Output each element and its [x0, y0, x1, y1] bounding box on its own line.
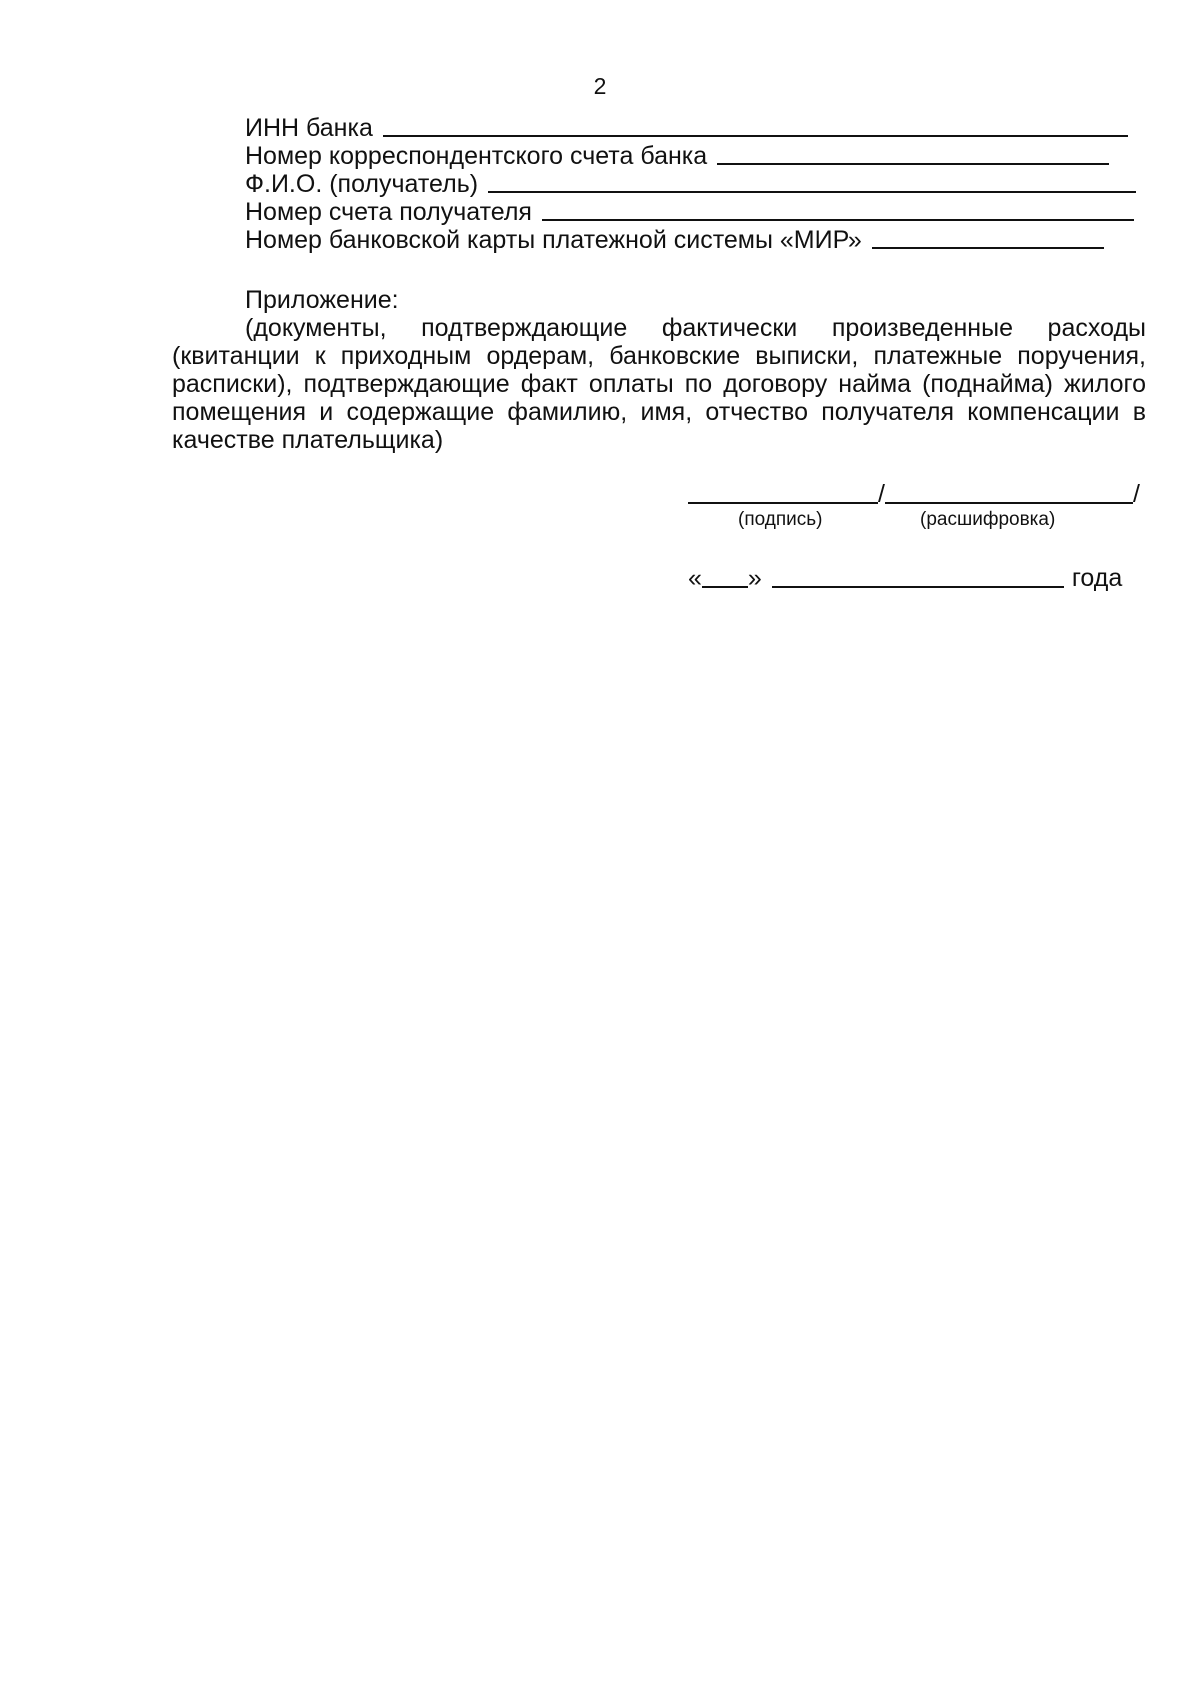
signature-captions: [688, 508, 1148, 532]
recipient-account-field[interactable]: [542, 219, 1134, 221]
bank-inn-field[interactable]: [383, 135, 1128, 137]
signature-end-separator: /: [1132, 480, 1140, 508]
appendix-title: Приложение:: [245, 286, 399, 314]
mir-card-row: [245, 226, 1145, 254]
recipient-name-field[interactable]: [488, 191, 1136, 193]
mir-card-label: Номер банковской карты платежной системы «МИР»: [245, 226, 862, 254]
date-year-word: года: [1071, 564, 1123, 592]
signature-transcript-field[interactable]: [885, 502, 1133, 504]
appendix-section: [172, 286, 1146, 454]
bank-inn-label: ИНН банка: [245, 114, 373, 142]
signature-field[interactable]: [688, 502, 878, 504]
bank-details-section: [245, 114, 1145, 254]
signature-block: [688, 480, 1148, 532]
bank-inn-row: [245, 114, 1145, 142]
recipient-account-row: [245, 198, 1145, 226]
recipient-account-label: Номер счета получателя: [245, 198, 532, 226]
correspondent-account-row: [245, 142, 1145, 170]
signature-lines: [688, 480, 1148, 508]
recipient-name-row: [245, 170, 1145, 198]
date-close-quote: »: [747, 564, 762, 592]
date-row: [688, 563, 1122, 593]
recipient-name-label: Ф.И.О. (получатель): [245, 170, 479, 198]
date-month-field[interactable]: [772, 586, 1064, 588]
appendix-text: (документы, подтверждающие фактически произведенные расходы (квитанции к приходным ордерам, банковские выписки, платежные поручения, расписки), подтверждающие факт оплаты по договору найма (поднайма) жилого помещения и содержащие фамилию, имя, отчество получателя компенсации в качестве плательщика): [172, 314, 1146, 454]
signature-separator: /: [878, 480, 885, 508]
date-open-quote: «: [688, 564, 702, 592]
transcript-caption: (расшифровка): [920, 509, 1056, 530]
correspondent-account-label: Номер корреспондентского счета банка: [245, 142, 708, 170]
signature-caption: (подпись): [738, 509, 823, 530]
correspondent-account-field[interactable]: [717, 163, 1109, 165]
mir-card-field[interactable]: [872, 247, 1104, 249]
page-number: 2: [593, 73, 607, 99]
date-day-field[interactable]: [702, 586, 748, 588]
